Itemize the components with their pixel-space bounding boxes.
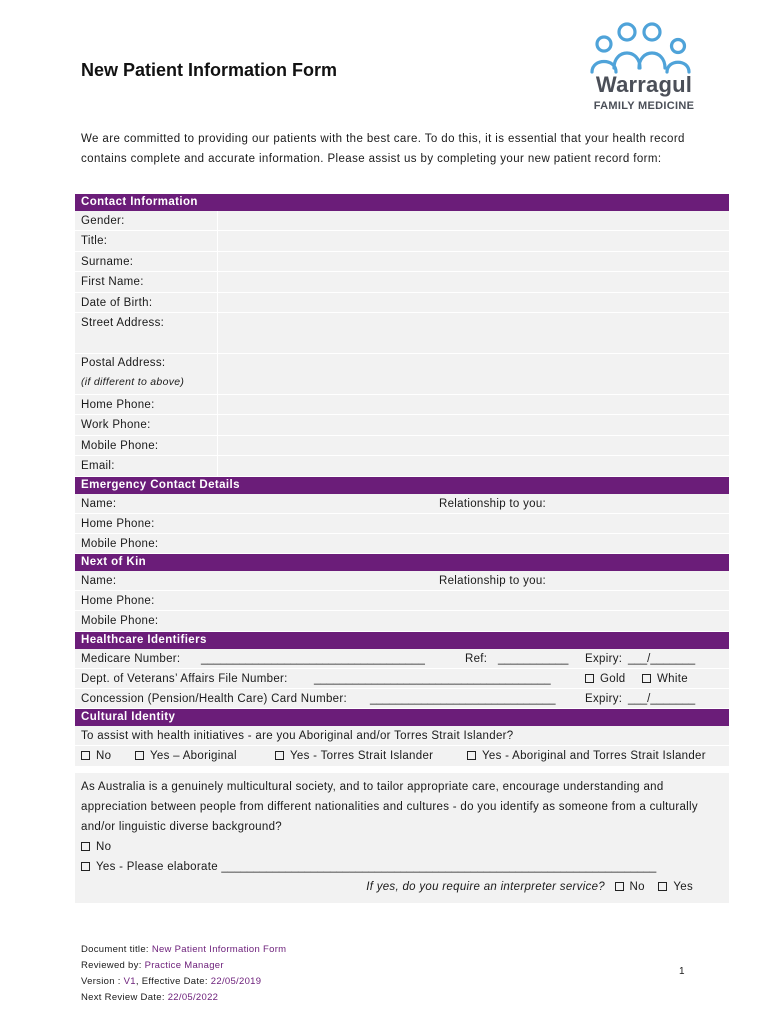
page-number: 1 bbox=[679, 966, 685, 977]
email-label: Email: bbox=[81, 460, 115, 473]
medicare-line: ___________________________________ bbox=[201, 652, 425, 665]
cald-yes-checkbox[interactable] bbox=[81, 862, 90, 871]
gender-row bbox=[75, 211, 729, 231]
white-option[interactable] bbox=[642, 669, 688, 689]
dob-row bbox=[75, 293, 729, 313]
ref-label: Ref: bbox=[465, 652, 488, 665]
family-figures-icon bbox=[584, 22, 704, 74]
concession-row[interactable] bbox=[75, 689, 729, 709]
street-address-row bbox=[75, 313, 729, 354]
postal-address-row bbox=[75, 354, 729, 395]
atsi-both-option[interactable] bbox=[467, 746, 706, 766]
footer-next-review: Next Review Date: 22/05/2022 bbox=[81, 992, 219, 1003]
atsi-no-option[interactable] bbox=[81, 746, 111, 766]
interpreter-yes-checkbox[interactable] bbox=[658, 882, 667, 891]
medicare-label: Medicare Number: bbox=[81, 652, 181, 665]
mobile-phone-row bbox=[75, 436, 729, 456]
section-emergency-contact: Emergency Contact Details bbox=[75, 477, 729, 494]
cald-question: As Australia is a genuinely multicultural society, and to tailor appropriate care, encourage understanding and appreciation between people from different nationalities and cultures - do you identify as someone from a culturally and/or linguistic diverse background? bbox=[81, 780, 698, 833]
section-contact-information: Contact Information bbox=[75, 194, 729, 211]
nok-home-phone-row[interactable] bbox=[75, 591, 729, 611]
section-healthcare-identifiers: Healthcare Identifiers bbox=[75, 632, 729, 649]
cald-yes-option[interactable] bbox=[81, 857, 723, 877]
atsi-aboriginal-checkbox[interactable] bbox=[135, 751, 144, 760]
street-address-label: Street Address: bbox=[81, 316, 165, 329]
cald-no-option[interactable] bbox=[81, 837, 723, 857]
dob-field[interactable] bbox=[217, 293, 729, 312]
nok-mobile-row[interactable] bbox=[75, 611, 729, 631]
interpreter-yes-option[interactable] bbox=[658, 881, 693, 893]
postal-note: (if different to above) bbox=[81, 375, 185, 388]
atsi-both-checkbox[interactable] bbox=[467, 751, 476, 760]
postal-address-field[interactable] bbox=[217, 354, 729, 394]
emergency-home-phone-label: Home Phone: bbox=[81, 517, 155, 530]
work-phone-label: Work Phone: bbox=[81, 419, 151, 432]
interpreter-row bbox=[81, 877, 723, 897]
cald-yes-label: Yes - Please elaborate bbox=[96, 860, 218, 873]
mobile-phone-label: Mobile Phone: bbox=[81, 439, 159, 452]
first-name-field[interactable] bbox=[217, 272, 729, 291]
atsi-both-label: Yes - Aboriginal and Torres Strait Islander bbox=[482, 750, 706, 763]
white-checkbox[interactable] bbox=[642, 674, 651, 683]
footer-version: Version : V1, Effective Date: 22/05/2019 bbox=[81, 976, 262, 987]
atsi-aboriginal-option[interactable] bbox=[135, 746, 237, 766]
cald-no-label: No bbox=[96, 840, 112, 853]
nok-mobile-label: Mobile Phone: bbox=[81, 615, 159, 628]
postal-label-text: Postal Address: bbox=[81, 356, 166, 369]
work-phone-field[interactable] bbox=[217, 415, 729, 434]
gender-label: Gender: bbox=[81, 215, 125, 227]
emergency-relationship-label: Relationship to you: bbox=[439, 497, 547, 510]
expiry-line: ___/_______ bbox=[628, 652, 696, 665]
postal-address-label bbox=[75, 354, 217, 394]
nok-name-label: Name: bbox=[81, 575, 117, 588]
expiry-label: Expiry: bbox=[585, 652, 623, 665]
atsi-question-row bbox=[75, 726, 729, 746]
emergency-name-row[interactable] bbox=[75, 494, 729, 514]
atsi-tsi-label: Yes - Torres Strait Islander bbox=[290, 750, 434, 763]
dva-label: Dept. of Veterans’ Affairs File Number: bbox=[81, 672, 288, 685]
emergency-name-label: Name: bbox=[81, 497, 117, 510]
atsi-tsi-option[interactable] bbox=[275, 746, 433, 766]
ref-line: ___________ bbox=[498, 652, 569, 665]
concession-line: _____________________________ bbox=[370, 693, 556, 706]
street-address-field[interactable] bbox=[217, 313, 729, 353]
gold-checkbox[interactable] bbox=[585, 674, 594, 683]
first-name-label: First Name: bbox=[81, 276, 144, 289]
emergency-mobile-row[interactable] bbox=[75, 534, 729, 554]
surname-label: Surname: bbox=[81, 255, 134, 268]
home-phone-row bbox=[75, 395, 729, 415]
cald-no-checkbox[interactable] bbox=[81, 842, 90, 851]
dob-label: Date of Birth: bbox=[81, 296, 153, 309]
section-next-of-kin: Next of Kin bbox=[75, 554, 729, 571]
logo-subtitle: FAMILY MEDICINE bbox=[593, 100, 695, 112]
expiry2-label: Expiry: bbox=[585, 693, 623, 706]
nok-relationship-label: Relationship to you: bbox=[439, 575, 547, 588]
dva-row[interactable] bbox=[75, 669, 729, 689]
atsi-question: To assist with health initiatives - are you Aboriginal and/or Torres Strait Islander? bbox=[81, 730, 514, 743]
atsi-options-row bbox=[75, 746, 729, 766]
title-field[interactable] bbox=[217, 231, 729, 250]
cald-elaborate-line[interactable]: ____________________________________________________________________ bbox=[221, 860, 657, 873]
page-title: New Patient Information Form bbox=[81, 60, 338, 80]
atsi-no-checkbox[interactable] bbox=[81, 751, 90, 760]
cald-block bbox=[75, 773, 729, 903]
gold-label: Gold bbox=[600, 672, 626, 685]
logo-name: Warragul bbox=[595, 72, 693, 97]
white-label: White bbox=[657, 672, 688, 685]
atsi-tsi-checkbox[interactable] bbox=[275, 751, 284, 760]
intro-text: We are committed to providing our patients with the best care. To do this, it is essential that your health record contains complete and accurate information. Please assist us by completing your new patient record form: bbox=[81, 133, 685, 165]
footer-doc-title: Document title: New Patient Information Form bbox=[81, 944, 287, 955]
concession-label: Concession (Pension/Health Care) Card Number: bbox=[81, 693, 347, 706]
medicare-row[interactable] bbox=[75, 649, 729, 669]
surname-row bbox=[75, 252, 729, 272]
surname-field[interactable] bbox=[217, 252, 729, 271]
title-row bbox=[75, 231, 729, 251]
document-footer bbox=[81, 942, 286, 1006]
interpreter-no-checkbox[interactable] bbox=[615, 882, 624, 891]
atsi-no-label: No bbox=[96, 750, 112, 763]
dva-line: _____________________________________ bbox=[314, 672, 551, 685]
atsi-aboriginal-label: Yes – Aboriginal bbox=[150, 750, 237, 763]
home-phone-field[interactable] bbox=[217, 395, 729, 414]
title-label: Title: bbox=[81, 235, 108, 248]
interpreter-yes-label: Yes bbox=[673, 880, 693, 893]
interpreter-no-label: No bbox=[629, 880, 645, 893]
email-field[interactable] bbox=[217, 456, 729, 475]
nok-name-row[interactable] bbox=[75, 571, 729, 591]
gender-field[interactable] bbox=[217, 211, 729, 230]
first-name-row bbox=[75, 272, 729, 292]
footer-reviewed-by: Reviewed by: Practice Manager bbox=[81, 960, 224, 971]
work-phone-row bbox=[75, 415, 729, 435]
mobile-phone-field[interactable] bbox=[217, 436, 729, 455]
gold-option[interactable] bbox=[585, 669, 626, 689]
home-phone-label: Home Phone: bbox=[81, 398, 155, 411]
warragul-logo bbox=[584, 22, 704, 122]
section-cultural-identity: Cultural Identity bbox=[75, 709, 729, 726]
interpreter-no-option[interactable] bbox=[615, 881, 645, 893]
emergency-mobile-label: Mobile Phone: bbox=[81, 537, 159, 550]
email-row bbox=[75, 456, 729, 476]
patient-form bbox=[75, 194, 729, 903]
expiry2-line: ___/_______ bbox=[628, 693, 696, 706]
emergency-home-phone-row[interactable] bbox=[75, 514, 729, 534]
interpreter-question: If yes, do you require an interpreter service? bbox=[366, 880, 606, 893]
nok-home-phone-label: Home Phone: bbox=[81, 595, 155, 608]
